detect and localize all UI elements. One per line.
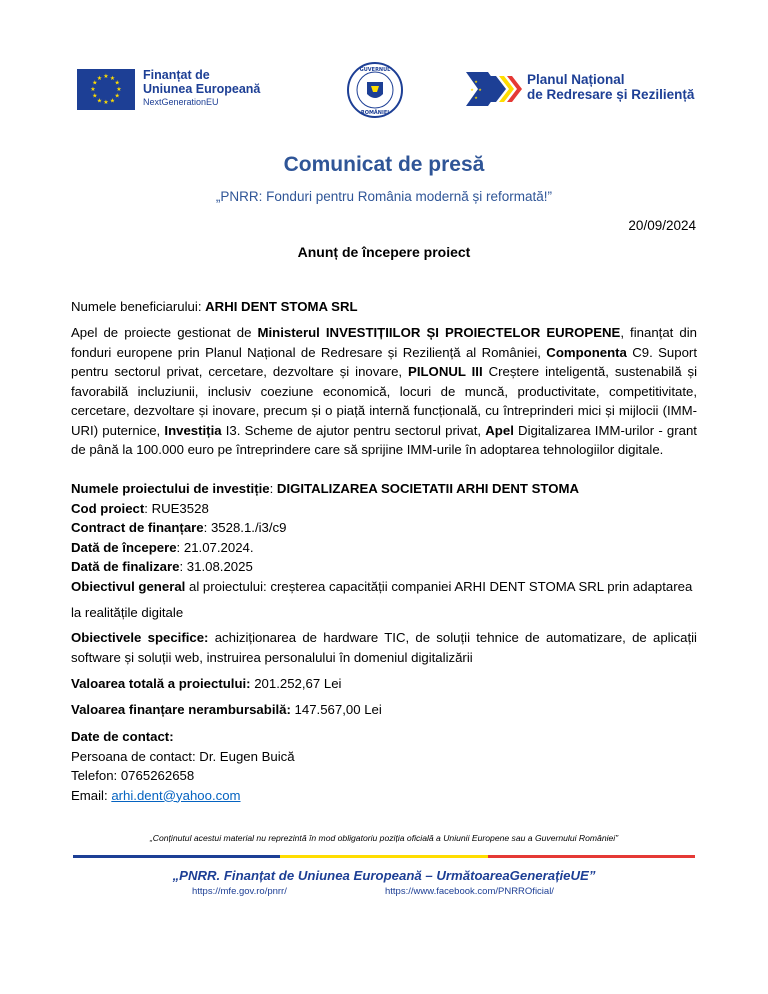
publication-date: 20/09/2024 [628,218,696,233]
call-label: Apel [485,422,514,438]
coat-of-arms-icon [347,62,403,118]
start-date-label: Dată de începere [71,539,177,555]
footer-link-facebook[interactable]: https://www.facebook.com/PNRROficial/ [385,886,554,897]
svg-text:★: ★ [96,74,103,82]
beneficiary-line: Numele beneficiarului: ARHI DENT STOMA SRL [71,299,358,314]
contract-label: Contract de finanțare [71,520,204,535]
project-code-label: Cod proiect [71,500,145,516]
ministry-name: Ministerul INVESTIȚIILOR ȘI PROIECTELOR EUROPENE [257,325,621,340]
contact-email-line [71,786,697,806]
svg-text:★: ★ [103,73,109,80]
contract-line: Contract de finanțare: 3528.1./i3/c9 [71,520,287,535]
eu-stars-icon [77,69,135,110]
general-objective-line1 [71,577,697,597]
footer-title: „PNRR. Finanțat de Uniunea Europeană – UrmătoareaGenerațieUE” [172,868,596,883]
footer-disclaimer: „Conținutul acestui material nu reprezintă în mod obligatoriu poziția oficială a Uniunii Europene sau a Guvernului României” [149,833,619,843]
romanian-government-seal [347,62,403,118]
svg-text:GUVERNUL: GUVERNUL [359,67,391,73]
announcement-heading: Anunț de începere proiect [297,244,471,260]
eu-funding-logo-text [143,68,303,109]
project-name-value: DIGITALIZAREA SOCIETATII ARHI DENT STOMA [276,481,580,496]
eu-logo-line2: Uniunea Europeană [143,82,261,96]
specific-objectives [71,628,697,667]
svg-text:★: ★ [109,97,116,105]
contact-person: Persoana de contact: Dr. Eugen Buică [71,748,295,764]
svg-text:★: ★ [474,95,478,100]
call-text-3: C9. Suport pentru sectorul privat, cercetare, dezvoltare și inovare, [71,344,697,379]
svg-text:★: ★ [96,97,103,105]
contact-phone: Telefon: 0765262658 [71,768,195,783]
general-objective-label: Obiectivul general [71,579,186,594]
eu-logo-line1: Finanțat de [143,68,210,82]
specific-objectives-label: Obiectivele specifice: [71,630,209,645]
project-name-line: Numele proiectului de investiție: DIGITALIZAREA SOCIETATII ARHI DENT STOMA [71,481,580,496]
general-objective-text2: la realitățile digitale [71,604,184,620]
svg-text:★: ★ [114,92,120,100]
svg-text:★: ★ [116,86,122,94]
end-date-value: 31.08.2025 [186,559,253,574]
call-text-2: , finanțat din fonduri europene prin Planul Național de Redresare și Reziliență al României, [71,325,697,360]
call-text-6: Digitalizarea IMM-urilor - grant de până la 100.000 euro pe întreprindere care să sprijine IMM-urile în adoptarea tehnologiilor digitale. [71,422,697,457]
call-text-5: I3. Scheme de ajutor pentru sectorul privat, [221,422,486,438]
footer-tricolor-divider [73,855,695,858]
call-paragraph [71,323,697,460]
project-code-value: RUE3528 [151,500,209,516]
footer-link-mfe[interactable]: https://mfe.gov.ro/pnrr/ [192,886,287,897]
eu-logo-line3: NextGenerationEU [143,97,219,107]
call-text-1: Apel de proiecte gestionat de [71,325,258,340]
pnrr-logo-mark [466,72,524,106]
investment-label: Investiția [164,422,222,438]
page-subtitle: „PNRR: Fonduri pentru România modernă și reformată!” [215,189,553,204]
start-date-line: Dată de începere: 21.07.2024. [71,539,254,555]
svg-text:★: ★ [114,79,120,87]
svg-text:★: ★ [478,87,482,92]
svg-text:★: ★ [109,74,116,82]
contact-section [71,727,697,805]
svg-text:★: ★ [470,87,474,92]
specific-objectives-text: achiziționarea de hardware TIC, de soluții tehnice de automatizare, de aplicații software și soluții web, instruirea personalului în domeniul digitalizării [71,630,697,665]
grant-value-label: Valoarea finanțare nerambursabilă: [71,702,291,717]
project-code-line: Cod proiect: RUE3528 [71,500,209,516]
total-value-label: Valoarea totală a proiectului: [71,676,251,691]
project-details [71,479,697,577]
pnrr-flag-arrow-icon [466,72,524,106]
page-title: Comunicat de presă [283,153,485,176]
pnrr-logo-line1: Planul Național [527,72,625,87]
beneficiary-value: ARHI DENT STOMA SRL [205,299,358,314]
contact-email-link[interactable]: arhi.dent@yahoo.com [111,787,241,803]
svg-text:★: ★ [92,79,98,87]
contact-email-label: Email: [71,787,112,803]
general-objective [71,577,697,622]
pillar-label: PILONUL III [408,364,483,379]
pnrr-logo-text [527,72,717,102]
svg-text:★: ★ [92,92,98,100]
project-name-label: Numele proiectului de investiție [71,481,270,496]
grant-value-line [71,700,697,720]
start-date-value: 21.07.2024. [183,539,254,555]
end-date-label: Dată de finalizare [71,559,180,574]
end-date-line: Dată de finalizare: 31.08.2025 [71,559,253,574]
beneficiary-label: Numele beneficiarului [71,299,198,314]
grant-value-amount: 147.567,00 Lei [290,702,382,717]
svg-text:★: ★ [474,79,478,84]
pnrr-logo-line2: de Redresare și Reziliență [527,87,695,102]
total-value-amount: 201.252,67 Lei [250,676,342,691]
general-objective-text: al proiectului: creșterea capacității companiei ARHI DENT STOMA SRL prin adaptarea [185,579,693,594]
contract-value: 3528.1./i3/c9 [210,520,287,535]
call-text-4: Creștere inteligentă, sustenabilă și favorabilă incluziunii, inclusiv coeziune economică, locuri de muncă, productivitate, competitivitate, cercetare, dezvoltare și inovare, precum și o piață internă funcțională, cu întreprinderi mici și mijlocii (IMM-URI) puternice, [71,364,698,438]
svg-text:ROMÂNIEI: ROMÂNIEI [360,110,390,116]
eu-flag-logo [77,69,135,110]
total-value-line [71,674,697,694]
svg-text:★: ★ [103,99,109,107]
component-label: Componenta [546,344,627,360]
contact-label: Date de contact: [71,729,174,744]
svg-text:★: ★ [90,86,96,94]
